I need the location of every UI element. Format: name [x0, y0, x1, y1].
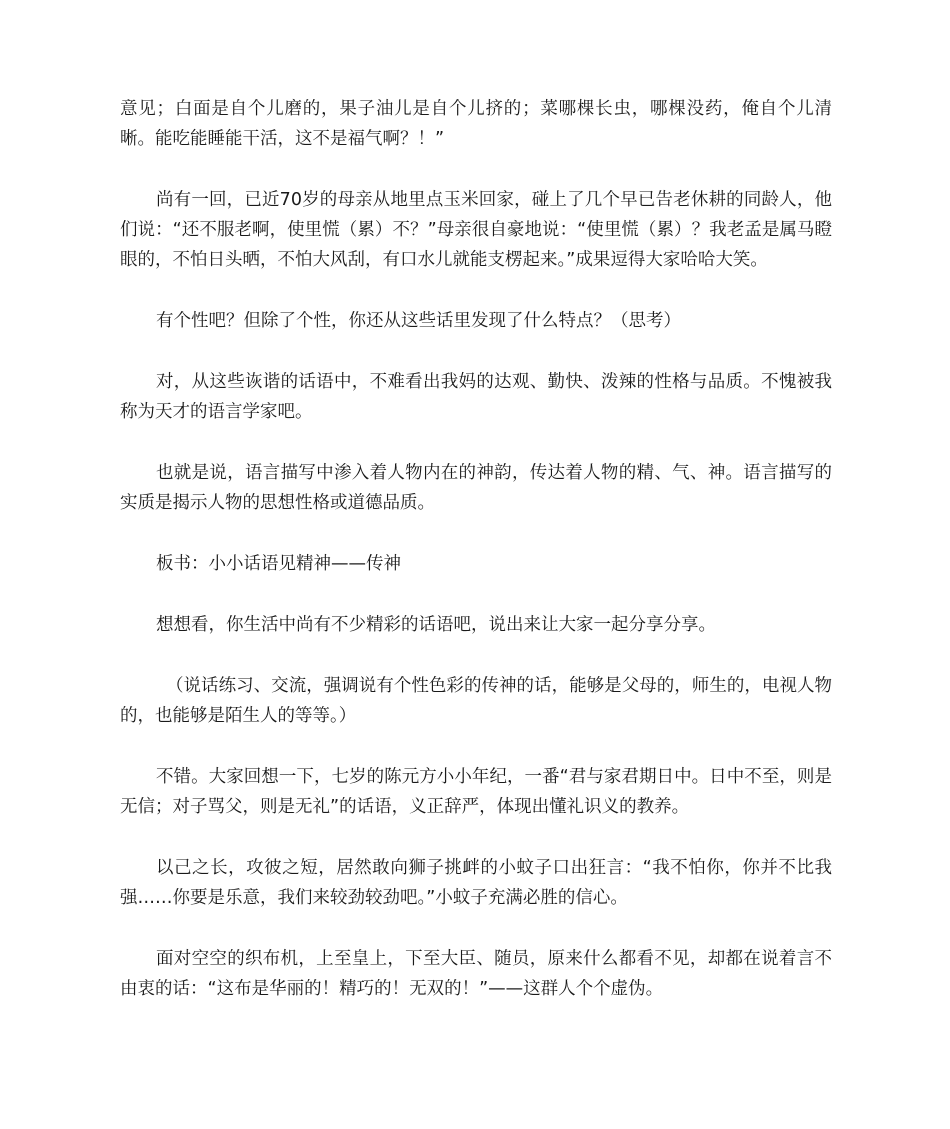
document-page	[120, 94, 832, 1035]
paragraph-7: 想想看，你生活中尚有不少精彩的话语吧，说出来让大家一起分享分享。	[156, 615, 716, 635]
paragraph-3: 有个性吧？但除了个性，你还从这些话里发现了什么特点？（思考）	[156, 311, 681, 331]
paragraph-2: 尚有一回，已近70岁的母亲从地里点玉米回家，碰上了几个早已告老休耕的同龄人，他们说：“还不服老啊，使里慌（累）不？”母亲很自豪地说：“使里慌（累）？我老孟是属马瞪眼的，不怕日头晒，不怕大风刮，有口水儿就能支楞起来。”成果逗得大家哈哈大笑。	[120, 190, 832, 270]
paragraph-11: 面对空空的织布机，上至皇上，下至大臣、随员，原来什么都看不见，却都在说着言不由衷的话：“这布是华丽的！精巧的！无双的！”——这群人个个虚伪。	[120, 949, 832, 999]
paragraph-4: 对，从这些诙谐的话语中，不难看出我妈的达观、勤快、泼辣的性格与品质。不愧被我称为天才的语言学家吧。	[120, 372, 832, 422]
paragraph-10: 以己之长，攻彼之短，居然敢向狮子挑衅的小蚊子口出狂言：“我不怕你，你并不比我强……你要是乐意，我们来较劲较劲吧。”小蚊子充满必胜的信心。	[120, 858, 832, 908]
paragraph-8: （说话练习、交流，强调说有个性色彩的传神的话，能够是父母的，师生的，电视人物的，也能够是陌生人的等等。）	[120, 676, 832, 726]
paragraph-1: 意见；白面是自个儿磨的，果子油儿是自个儿挤的；菜哪棵长虫，哪棵没药，俺自个儿清晰。能吃能睡能干活，这不是福气啊？！”	[120, 99, 832, 149]
paragraph-6: 板书：小小话语见精神——传神	[156, 554, 401, 574]
paragraph-5: 也就是说，语言描写中渗入着人物内在的神韵，传达着人物的精、气、神。语言描写的实质是揭示人物的思想性格或道德品质。	[120, 463, 832, 513]
paragraph-9: 不错。大家回想一下，七岁的陈元方小小年纪，一番“君与家君期日中。日中不至，则是无信；对子骂父，则是无礼”的话语，义正辞严，体现出懂礼识义的教养。	[120, 767, 832, 817]
